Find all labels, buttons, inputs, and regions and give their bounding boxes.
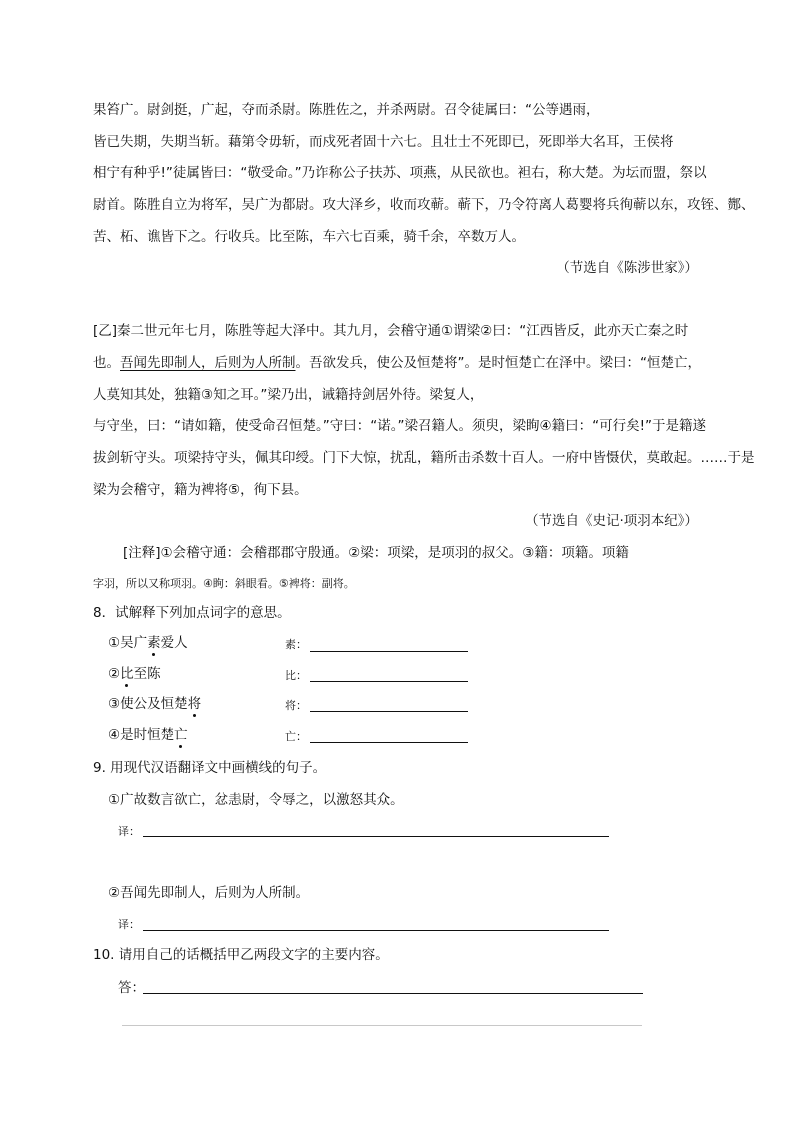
q8-item-4-label: 亡： [285,730,307,743]
q9-translate-label-2: 译： [118,918,140,931]
q8-stem: 8．试解释下列加点词字的意思。 [93,605,291,621]
q8-item-1-dotted-char: 素 [147,635,161,651]
q8-item-2-label: 比： [285,669,307,682]
jia-line-3: 相宁有种乎!”徒属皆曰：“敬受命。”乃诈称公子扶苏、项燕，从民欲也。袒右，称大楚。为坛而盟，祭以 [93,165,707,181]
q9-sentence-2: ②吾闻先即制人，后则为人所制。 [108,885,310,901]
jia-line-2: 皆已失期，失期当斩。藉第令毋斩，而戍死者固十六七。且壮士不死即已，死即举大名耳，王侯将 [93,134,674,150]
q8-answer-field-4[interactable] [310,742,468,743]
q8-item-4-pre: ④是时恒楚 [108,727,175,743]
q8-item-4-dotted-char: 亡 [174,727,188,743]
q8-item-2 [108,665,161,683]
q8-item-3-pre: ③使公及恒楚 [108,696,188,712]
yi-line-5: 拔剑斩守头。项梁持守头，佩其印绶。门下大惊，扰乱，籍所击杀数十百人。一府中皆慑伏，莫敢起。……于是 [93,450,755,466]
notes-line-2: 字羽，所以又称项羽。④眴：斜眼看。⑤裨将：副将。 [93,577,355,590]
q8-item-2-post: 至陈 [133,666,161,682]
yi-source: （节选自《史记·项羽本纪》） [524,513,698,529]
q8-answer-field-2[interactable] [310,681,468,682]
q8-item-3-label: 将： [285,699,307,712]
yi-line-1: [乙]秦二世元年七月，陈胜等起大泽中。其九月，会稽守通①谓梁②曰：“江西皆反，此亦天亡秦之时 [93,323,689,339]
q8-item-3-dotted-char: 将 [187,696,202,712]
answer-extra-rule [122,1025,642,1026]
q8-item-1-label: 素： [285,638,307,651]
q10-stem: 10. 请用自己的话概括甲乙两段文字的主要内容。 [93,947,389,963]
q9-sentence-1: ①广故数言欲亡，忿恚尉，令辱之，以激怒其众。 [108,792,404,808]
q8-item-3 [108,695,201,713]
q9-answer-field-1[interactable] [143,836,609,837]
yi-line-6: 梁为会稽守，籍为裨将⑤，徇下县。 [93,482,308,498]
yi-line-4: 与守坐，曰：“请如籍，使受命召恒楚。”守曰：“诺。”梁召籍人。须臾，梁眴④籍曰：“可行矣!”于是籍遂 [93,418,706,434]
yi-line-2-post: 。吾欲发兵，使公及恒楚将”。是时恒楚亡在泽中。梁曰：“恒楚亡， [295,355,701,371]
q8-item-1-pre: ①吴广 [108,635,148,651]
yi-line-2-pre: 也。 [93,355,120,371]
yi-line-3: 人莫知其处，独籍③知之耳。”梁乃出，诫籍持剑居外待。梁复人， [93,387,484,403]
notes-line-1: [注释]①会稽守通：会稽郡郡守殷通。②梁：项梁，是项羽的叔父。③籍：项籍。项籍 [123,545,629,561]
jia-line-4: 尉首。陈胜自立为将军，吴广为都尉。攻大泽乡，收而攻蕲。蕲下，乃令符离人葛婴将兵徇蕲以东，攻铚、酂、 [93,197,755,213]
q8-item-2-dotted-char: 比 [120,666,134,682]
yi-line-2 [93,354,701,372]
q10-answer-field[interactable] [143,993,643,994]
q8-item-4 [108,726,188,744]
q8-answer-field-3[interactable] [310,711,468,712]
q8-item-2-pre: ② [108,666,121,682]
q10-answer-label: 答： [118,980,145,996]
underlined-sentence: 吾闻先即制人，后则为人所制 [120,355,296,371]
q8-item-1-post: 爱人 [160,635,188,651]
q9-answer-field-2[interactable] [143,930,609,931]
q8-item-1 [108,634,188,652]
jia-source: （节选自《陈涉世家》） [556,260,698,276]
q9-translate-label-1: 译： [118,825,140,838]
q9-stem: 9. 用现代汉语翻译文中画横线的句子。 [93,760,327,776]
jia-line-1: 果笞广。尉剑挺，广起，夺而杀尉。陈胜佐之，并杀两尉。召令徒属曰：“公等遇雨， [93,102,600,118]
q8-answer-field-1[interactable] [310,651,468,652]
jia-line-5: 苦、柘、谯皆下之。行收兵。比至陈，车六七百乘，骑千余，卒数万人。 [93,229,525,245]
